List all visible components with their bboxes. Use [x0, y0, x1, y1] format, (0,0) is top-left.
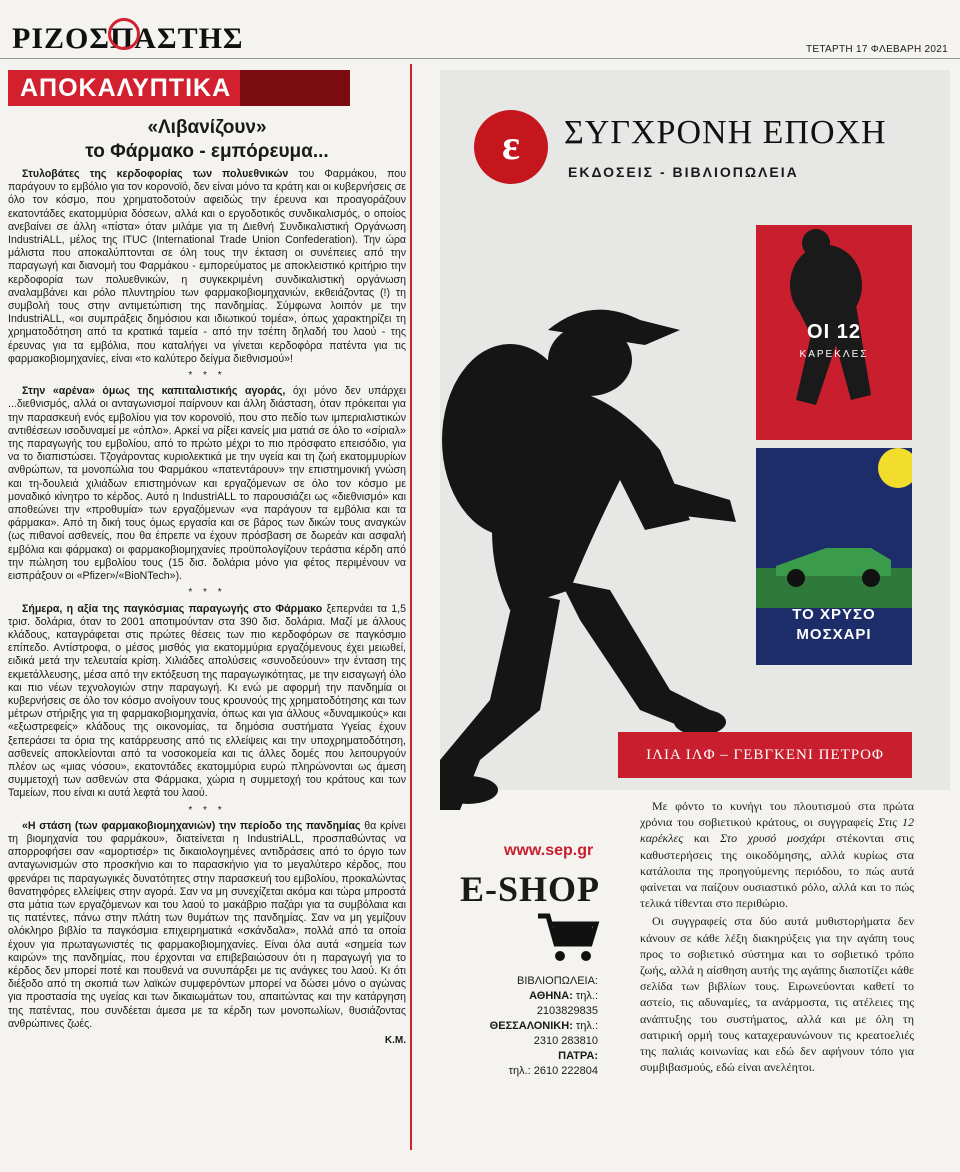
separator-stars: * * *: [188, 370, 226, 382]
eshop-label: E-SHOP: [460, 869, 601, 909]
ad-paragraph: [640, 798, 914, 911]
issue-date: ΤΕΤΑΡΤΗ 17 ΦΛΕΒΑΡΗ 2021: [806, 44, 948, 55]
book2-title-line-1: ΤΟ ΧΡΥΣΟ: [792, 606, 876, 623]
separator-stars: * * *: [188, 804, 226, 816]
article-paragraph: [8, 168, 406, 366]
shopping-cart-icon: [536, 912, 600, 964]
bookstores-label: ΒΙΒΛΙΟΠΩΛΕΙΑ:: [517, 975, 598, 987]
separator-stars: * * *: [188, 587, 226, 599]
thess-phone-label: τηλ.:: [575, 1020, 598, 1032]
publisher-url-link[interactable]: www.sep.gr: [504, 842, 594, 859]
article-headline: [8, 116, 406, 164]
ad-text-span: και: [683, 831, 721, 846]
book1-title-line-2: ΚΑΡΕΚΛΕΣ: [799, 349, 869, 360]
publisher-logo-icon: [474, 110, 548, 184]
paragraph-lead: Σήμερα, η αξία της παγκόσμιας παραγωγής στο Φάρμακο: [22, 602, 323, 615]
logo-ring-icon: [108, 18, 140, 50]
masthead: [0, 0, 960, 59]
paragraph-lead: Στην «αρένα» όμως της καπιταλιστικής αγοράς,: [22, 385, 286, 398]
ad-text-span: στέκονται στις καθυστερήσεις της οικοδόμησης, αλλά κυρίως στα κατάλοιπα της προηγούμενης περιόδου, το πώς αυτά φαίνεται να παίζουν ουσιαστικό ρόλο, αλλά και το πώς τελικά τίθενται στο περιθώριο.: [640, 831, 914, 911]
paragraph-text: θα κρίνει τη βιομηχανία του φαρμάκου», διατείνεται η IndustriALL, προσπαθώντας να απορροφήσει σαν «αμορτισέρ» τις δικαιολογημένες αντιδράσεις από το όργιο των ανταγωνισμών στο προσκήνιο και το παρασκήνιο για το μεγαλύτερο κέρδος, που φρενάρει τις παραγωγικές δυνατότητες στην παρασκευή του εμβολίου, προκαλώντας θανατηφόρες ελλείψεις στην αγορά. Σαν να μη συνεχίζεται ακόμα και τώρα μπροστά στα μάτια των εργαζόμενων και του λαού το μακάβριο παζάρι για τα συμβόλαια και τις πατέντες, πάνω στην πλάτη των θυμάτων της πανδημίας. Σαν να μη γεμίζουν ολόκληρο βιβλίο τα παγκόσμια επιχειρηματικά «σκάνδαλα», πολλά από τα οποία έχουν για πρωταγωνιστές τις φαρμακοβιομηχανίες. Είναι όλα αυτά «σημεία των καιρών» της πανδημίας, που έρχονται να επιβεβαιώσουν ότι η παραγωγή για το κέρδος δεν μπορεί ποτέ και πουθενά να συνυπάρξει με τις ανάγκες του λαού. Κι ότι διέξοδο από τη σκοπιά των λαϊκών συμφερόντων μπορεί να δώσει μόνο ο αγώνας για προστασία της υγείας και των δικαιωμάτων του, απαιτώντας και την κατάργηση της πατέντας, που συνδέεται άμεσα με τα κέρδη των μονοπωλίων, θυσιάζοντας ανθρώπινες ζωές.: [8, 819, 406, 1030]
patra-phone: τηλ.: 2610 222804: [508, 1065, 598, 1077]
patra-label: ΠΑΤΡΑ:: [558, 1050, 598, 1062]
paragraph-text: όχι μόνο δεν υπάρχει ...διεθνισμός, αλλά οι ανταγωνισμοί παίρνουν και άλλη διάσταση, όταν πρόκειται για την παρασκευή ενός εμβολίου για τον κορονοϊό, που στο πεδίο των ιμπεριαλιστικών αντιθέσεων ισοδυναμεί με «όπλο». Αρκεί να ρίξει κανείς μια ματιά σε όλο το «σίριαλ» της παραγωγής του εμβολίου, από το πρώτο μέχρι το πιο πρόσφατο επεισόδιο, για να το διαπιστώσει. Τζογάροντας κυριολεκτικά με την υγεία και τη ζωή εκατομμυρίων ανθρώπων, τα μονοπώλια του Φαρμάκου «πατεντάρουν» την επιστημονική γνώση και τη-δουλειά χιλιάδων επιστημόνων και εργαζόμενων σε όλο τον κόσμο με μοναδικό κίνητρο το κέρδος. Αυτό η IndustriALL το παρουσιάζει ως «διεθνισμό» και αποθεώνει την «προθυμία» των εργαζόμενων «να παράγουν τα εμβόλια και τα φάρμακα». Από τη δική τους όμως εργασία και σε βάρος των δικών τους αναγκών (ως πιθανοί ασθενείς, που θα έπρεπε να έχουν πρόσβαση σε δωρεάν και ασφαλή εμβόλια και φάρμακα) οι φαρμακοβιομηχανίες προϋπολογίζουν τεράστια κέρδη από την πώληση του εμβολίου τους (15 δισ. δολάρια μόνο για φέτος περιμένουν να εισπράξουν οι «Pfizer»/«BioNTech»).: [8, 385, 406, 583]
paragraph-text: του Φαρμάκου, που παράγουν το εμβόλιο για τον κορονοϊό, δεν είναι μόνο τα κράτη και οι κυβερνήσεις σε όλο τον κόσμο, που χρηματοδοτούν αφειδώς την έρευνα και προαγοράζουν εκατοντάδες εκατομμύρια δόσεων, αλλά και ο εργοδοτικός συνδικαλισμός, ο οποίος ανεβαίνει σε άλλη «πίστα» όταν μιλάμε για τη Διεθνή Συνδικαλιστική Οργάνωση IndustriALL, μέλος της ITUC (International Trade Union Confederation). Την ώρα μάλιστα που αποκαλύπτονται σε όλη τους την έκταση οι συνέπειες από την παραγωγή και διανομή του Φαρμάκου - εμπορεύματος με αποκλειστικό κριτήριο την κερδοφορία των πολυεθνικών, η συγκεκριμένη συνδικαλιστική οργάνωση αναλαμβάνει και ρόλο πλυντηρίου των φαρμακοβιομηχανιών, εκθειάζοντας (!) τη συμβολή τους στην αντιμετώπιση της πανδημίας. Σύμφωνα λοιπόν με την IndustriALL, «οι συμπράξεις δημόσιου και ιδιωτικού τομέα», όπως χαρακτηρίζει τη χρηματοδότηση από τα κρατικά ταμεία - από την τσέπη δηλαδή του λαού - της έρευνας για τα εμβόλια, που καταλήγει να γίνεται κερδοφόρα πατέντα για τις φαρμακοβιομηχανίες, είναι «το καλύτερο δείγμα διεθνισμού»!: [8, 168, 406, 365]
article-column: [8, 64, 406, 1164]
book2-title-ref: Στο χρυσό μοσχάρι: [720, 831, 826, 846]
paragraph-lead: «Η στάση (των φαρμακοβιομηχανιών) την περίοδο της πανδημίας: [22, 819, 361, 832]
paragraph-text: ξεπερνάει τα 1,5 τρισ. δολάρια, όταν το 2001 αποτιμούνταν στα 390 δισ. δολάρια. Μαζί με άλλους κλάδους, καταγράφεται στις πρώτες θέσεις των πιο κερδοφόρων σε παγκόσμιο επίπεδο. Αντίστροφα, ο μέσος μισθός για εκατομμύρια εργαζόμενους έχει μειωθεί, ειδικά μετά την τελευταία κρίση. Χιλιάδες απολύσεις «συνοδεύουν» την ένταση της εκμετάλλευσης, μέσα από την εκτόξευση της παραγωγικότητας, με την εισαγωγή όλο και πιο νέων τεχνολογιών στην παραγωγή. Κι ενώ με αφορμή την πανδημία οι κυβερνήσεις σε όλο τον κόσμο ανοίγουν τους κρουνούς της χρηματοδότησης και των μέτρων στήριξης για τη φαρμακοβιομηχανία, όπως και για άλλους «δυναμικούς» και «εξωστρεφείς» κλάδους της οικονομίας, τα δημόσια συστήματα Υγείας έχουν ξεπεράσει τα όρια της κατάρρευσης από τις ελλείψεις και την υποχρηματοδότηση, ασθενείς αποκλείονται από τα νοσοκομεία και τις άλλες δομές που λειτουργούν πλέον ως «μιας νόσου», εκατοντάδες εκατομμύρια ευρώ πληρώνονται ως άμεση συμμετοχή των ασθενών στα Φάρμακα, χώρια η συμμετοχή του κράτους και των Ταμείων, που είναι κι αυτά λεφτά του λαού.: [8, 602, 406, 800]
column-rule: [410, 64, 412, 1150]
article-paragraph: [8, 385, 406, 583]
athens-phone: 2103829835: [536, 1005, 598, 1017]
ad-paragraph: Οι συγγραφείς στα δύο αυτά μυθιστορήματα δεν κάνουν σε κάθε λέξη διακηρύξεις για την αγάπη τους προς το σοβιετικό σύστημα και το σοβιετικό τρόπο ζωής, αλλά η αίσθηση αυτής της αγάπης διαποτίζει κάθε σελίδα των βιβλίων τους. Ειρωνεύονται καθετί το αστείο, τις αδυναμίες, τα ανάρμοστα, τις ατέλειες της ανάπτυξης του συστήματος, αλλά και με όλη τη σατιρική ορμή τους καταχεραυνώνουν τις κρεατοελιές της παλιάς κοινωνίας και εδώ δεν αφήνουν τόπο για συμβιβασμούς, εδώ είναι ανελέητοι.: [640, 914, 914, 1075]
ad-description: [640, 798, 914, 1077]
book-cover-12-chairs: [756, 225, 912, 440]
article-paragraph: [8, 603, 406, 801]
section-tag-bar: [240, 70, 350, 106]
publisher-logo-letter: ε: [502, 123, 520, 169]
ad-text-span: Με φόντο το κυνήγι του πλουτισμού στα πρώτα χρόνια του σοβιετικού κράτους, οι συγγραφείς: [640, 799, 914, 830]
bookstore-contacts: [470, 974, 598, 1079]
headline-line-2: το Φάρμακο - εμπόρευμα...: [85, 141, 329, 162]
paper-logo: ΡΙΖΟΣΠΑΣΤΗΣ: [12, 22, 244, 55]
article-body: [8, 168, 406, 1047]
publisher-advertisement: [440, 70, 950, 1150]
publisher-subtitle: ΕΚΔΟΣΕΙΣ - ΒΙΒΛΙΟΠΩΛΕΙΑ: [568, 164, 799, 180]
section-tag: ΑΠΟΚΑΛΥΠΤΙΚΑ: [8, 70, 240, 106]
book1-title-line-1: ΟΙ 12: [807, 321, 861, 343]
athens-phone-label: τηλ.:: [575, 990, 598, 1002]
article-signature: Κ.Μ.: [384, 1035, 406, 1046]
authors-banner: ΙΛΙΑ ΙΛΦ – ΓΕΒΓΚΕΝΙ ΠΕΤΡΟΦ: [618, 732, 912, 778]
paragraph-lead: Στυλοβάτες της κερδοφορίας των πολυεθνικών: [22, 168, 289, 180]
thess-label: ΘΕΣΣΑΛΟΝΙΚΗ:: [489, 1020, 573, 1032]
publisher-name: ΣΥΓΧΡΟΝΗ ΕΠΟΧΗ: [564, 114, 887, 151]
book-cover-golden-calf: [756, 448, 912, 665]
book2-title-line-2: ΜΟΣΧΑΡΙ: [796, 626, 872, 643]
headline-line-1: «Λιβανίζουν»: [147, 117, 267, 138]
athens-label: ΑΘΗΝΑ:: [529, 990, 573, 1002]
book1-title-ref: Στις 12 καρέκλες: [640, 815, 914, 846]
article-paragraph: [8, 820, 406, 1031]
thess-phone: 2310 283810: [533, 1035, 598, 1047]
